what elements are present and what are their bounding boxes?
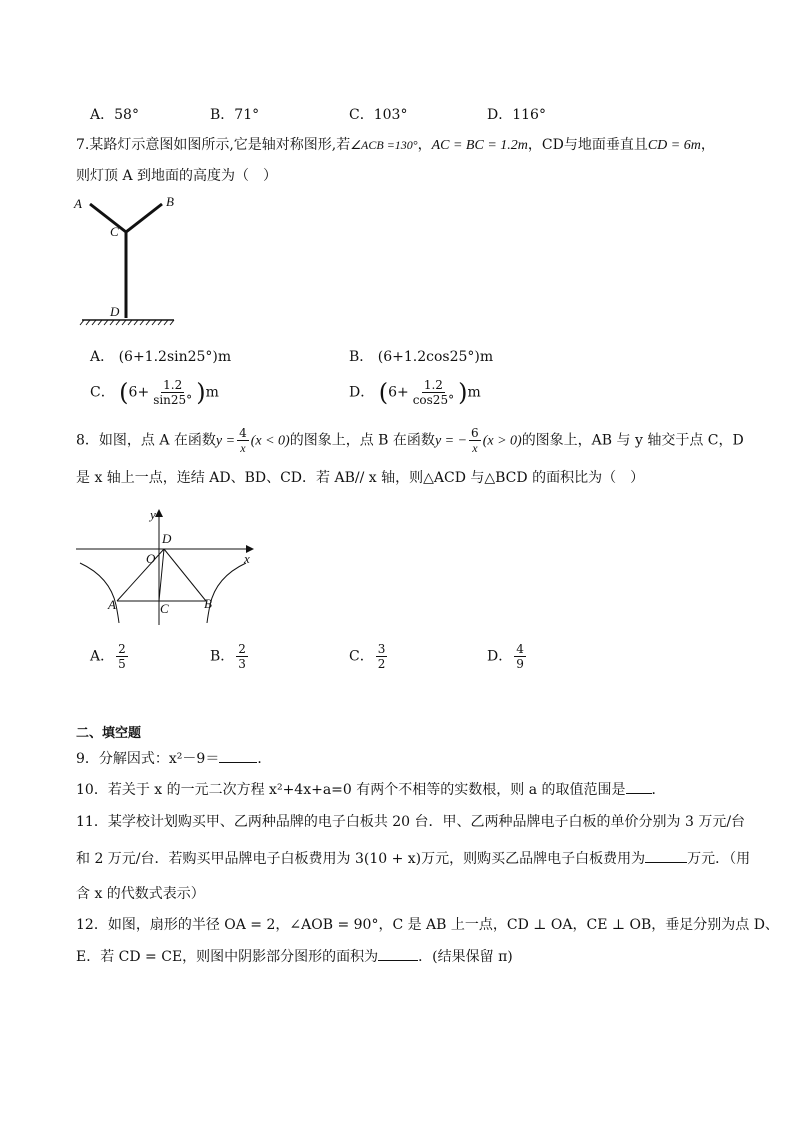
q6-option-d[interactable]	[487, 104, 546, 124]
q9-text: 9．分解因式：x²－9＝	[76, 751, 220, 767]
q7-sep: ，	[527, 137, 542, 153]
q11-text: 万元．（用	[687, 851, 751, 867]
option-unit: m	[467, 384, 481, 401]
q12-text: E．若 CD = CE，则图中阴影部分图形的面积为	[76, 949, 379, 965]
q7-cd-value: CD = 6m	[647, 138, 701, 153]
fraction-numerator: 2	[118, 642, 126, 656]
label-o: O	[146, 551, 156, 566]
q6-option-b[interactable]	[210, 104, 259, 124]
fraction-denominator: 5	[118, 657, 126, 671]
option-unit: m	[205, 384, 219, 401]
q8-text: 的图象上，AB 与 y 轴交于点 C，D	[521, 432, 744, 449]
q8-func2-condition: (x > 0)	[482, 433, 522, 449]
q7-lamp-figure	[70, 190, 190, 330]
y-axis-arrow	[155, 509, 163, 517]
option-letter: B．	[210, 648, 235, 665]
fraction	[151, 378, 194, 407]
q7-sep: ，	[417, 137, 432, 153]
q8-func1-fraction	[237, 426, 249, 455]
q11-text: 和 2 万元/台．若购买甲品牌电子白板费用为 3(10 + x)万元，则购买乙品牌电子白板费用为	[76, 851, 646, 867]
option-value: 103°	[373, 107, 408, 123]
q8-func1-lhs: y =	[215, 433, 236, 449]
q11-stem-line3: 含 x 的代数式表示）	[76, 886, 205, 902]
curve-right	[207, 563, 246, 623]
segment-cd	[159, 549, 164, 601]
q8-func2-fraction	[469, 426, 481, 455]
option-letter: A．	[90, 648, 115, 665]
q6-option-a[interactable]	[90, 104, 139, 124]
section-heading: 二、填空题	[76, 726, 142, 741]
label-x: x	[244, 551, 250, 566]
q8-stem-line2: 是 x 轴上一点，连结 AD、BD、CD．若 AB// x 轴，则△ACD 与△BCD 的面积比为（ ）	[76, 470, 645, 486]
label-d: D	[162, 531, 172, 546]
fraction-denominator: x	[240, 441, 246, 455]
option-letter: D．	[487, 107, 513, 123]
q8-option-b[interactable]	[210, 642, 250, 671]
label-a: A	[74, 196, 82, 211]
label-d: D	[110, 304, 120, 319]
label-a: A	[108, 597, 116, 612]
option-letter: B．	[349, 349, 374, 365]
fraction-numerator: 4	[239, 426, 247, 440]
q6-option-c[interactable]	[349, 104, 407, 124]
option-letter: C．	[90, 384, 115, 401]
q12-stem-line1: 12．如图，扇形的半径 OA = 2，∠AOB = 90°，C 是 AB 上一点，CD ⊥ OA，CE ⊥ OB，垂足分别为点 D、	[76, 917, 779, 933]
option-letter: C．	[349, 107, 374, 123]
fraction-denominator: 3	[238, 657, 246, 671]
q7-acbc: AC = BC = 1.2m	[431, 138, 528, 153]
q7-angle: ∠ACB =130°	[350, 138, 418, 152]
curve-left	[80, 563, 119, 623]
q10-answer-blank[interactable]	[626, 779, 652, 794]
fraction-numerator: 6	[471, 426, 479, 440]
q7-option-b[interactable]	[349, 346, 493, 366]
q11-stem-line1: 11．某学校计划购买甲、乙两种品牌的电子白板共 20 台．甲、乙两种品牌电子白板的单价分别为 3 万元/台	[76, 814, 746, 830]
q9-answer-blank[interactable]	[219, 748, 257, 763]
q11-answer-blank[interactable]	[645, 848, 687, 863]
q7-option-c[interactable]	[90, 378, 219, 407]
fraction-denominator: 9	[516, 657, 524, 671]
q7-option-a[interactable]	[90, 346, 231, 366]
q12-stem-line2	[76, 946, 513, 966]
lamp-arm-bc	[126, 204, 162, 232]
fraction-denominator: 2	[377, 657, 386, 671]
paren-close: )	[458, 378, 468, 407]
q10-tail: ．	[651, 782, 666, 798]
option-letter: B．	[210, 107, 235, 123]
q8-text: 的图象上，点 B 在函数	[289, 432, 435, 449]
paren-close: )	[196, 378, 206, 407]
q11-stem-line2	[76, 848, 750, 868]
q10-text: 10．若关于 x 的一元二次方程 x²+4x+a=0 有两个不相等的实数根，则 a 的取值范围是	[76, 782, 626, 798]
lamp-arm-ac	[90, 204, 126, 232]
segment-bd	[164, 549, 206, 601]
fraction-numerator: 2	[238, 642, 246, 656]
option-letter: A．	[90, 107, 115, 123]
q7-stem-line1	[76, 134, 715, 154]
q8-option-c[interactable]	[349, 642, 389, 671]
q7-text: CD与地面垂直且	[541, 137, 648, 153]
fraction-numerator: 4	[516, 642, 524, 656]
q7-option-d[interactable]	[349, 378, 481, 407]
q8-hyperbola-figure	[70, 505, 260, 630]
segment-ad	[117, 549, 164, 601]
option-letter: D．	[349, 384, 375, 401]
fraction	[236, 642, 248, 671]
fraction	[411, 378, 456, 407]
label-c: C	[160, 601, 169, 616]
label-y: y	[150, 507, 156, 522]
option-expression: (6+1.2sin25°)m	[118, 349, 232, 365]
q7-sep: ，	[700, 137, 715, 153]
label-c: C	[110, 224, 119, 239]
q9-tail: ．	[257, 751, 272, 767]
q12-text: ．(结果保留 π)	[418, 949, 513, 965]
paren-open: (	[378, 378, 389, 407]
fraction	[514, 642, 526, 671]
paren-open: (	[119, 378, 129, 407]
fraction-numerator: 1.2	[423, 378, 443, 392]
option-expression: (6+1.2cos25°)m	[377, 349, 494, 365]
fraction	[376, 642, 388, 671]
fraction-denominator: sin25°	[153, 393, 193, 407]
option-letter: C．	[349, 648, 374, 665]
q9-stem	[76, 748, 271, 768]
option-letter: D．	[487, 648, 513, 665]
fraction-denominator: x	[472, 441, 478, 455]
option-expr-pre: 6+	[128, 384, 150, 401]
q8-text: 8．如图，点 A 在函数	[76, 432, 216, 449]
option-expr-pre: 6+	[388, 384, 409, 401]
q7-stem-line2: 则灯顶 A 到地面的高度为（ ）	[76, 168, 278, 184]
option-letter: A．	[90, 349, 115, 365]
fraction-numerator: 3	[377, 642, 386, 656]
q7-text: 7.某路灯示意图如图所示,它是轴对称图形,若	[76, 137, 351, 153]
q8-stem-line1	[76, 426, 744, 455]
option-value: 116°	[512, 107, 546, 123]
q8-option-d[interactable]	[487, 642, 528, 671]
option-value: 58°	[114, 107, 139, 123]
q12-answer-blank[interactable]	[378, 946, 418, 961]
q8-func1-condition: (x < 0)	[250, 433, 290, 449]
fraction	[116, 642, 128, 671]
q10-stem	[76, 779, 666, 799]
option-value: 71°	[234, 107, 260, 123]
label-b: B	[166, 194, 174, 209]
q8-option-a[interactable]	[90, 642, 130, 671]
fraction-numerator: 1.2	[163, 378, 183, 392]
q8-func2-lhs: y = −	[434, 433, 468, 449]
fraction-denominator: cos25°	[412, 393, 455, 407]
label-b: B	[204, 596, 212, 611]
